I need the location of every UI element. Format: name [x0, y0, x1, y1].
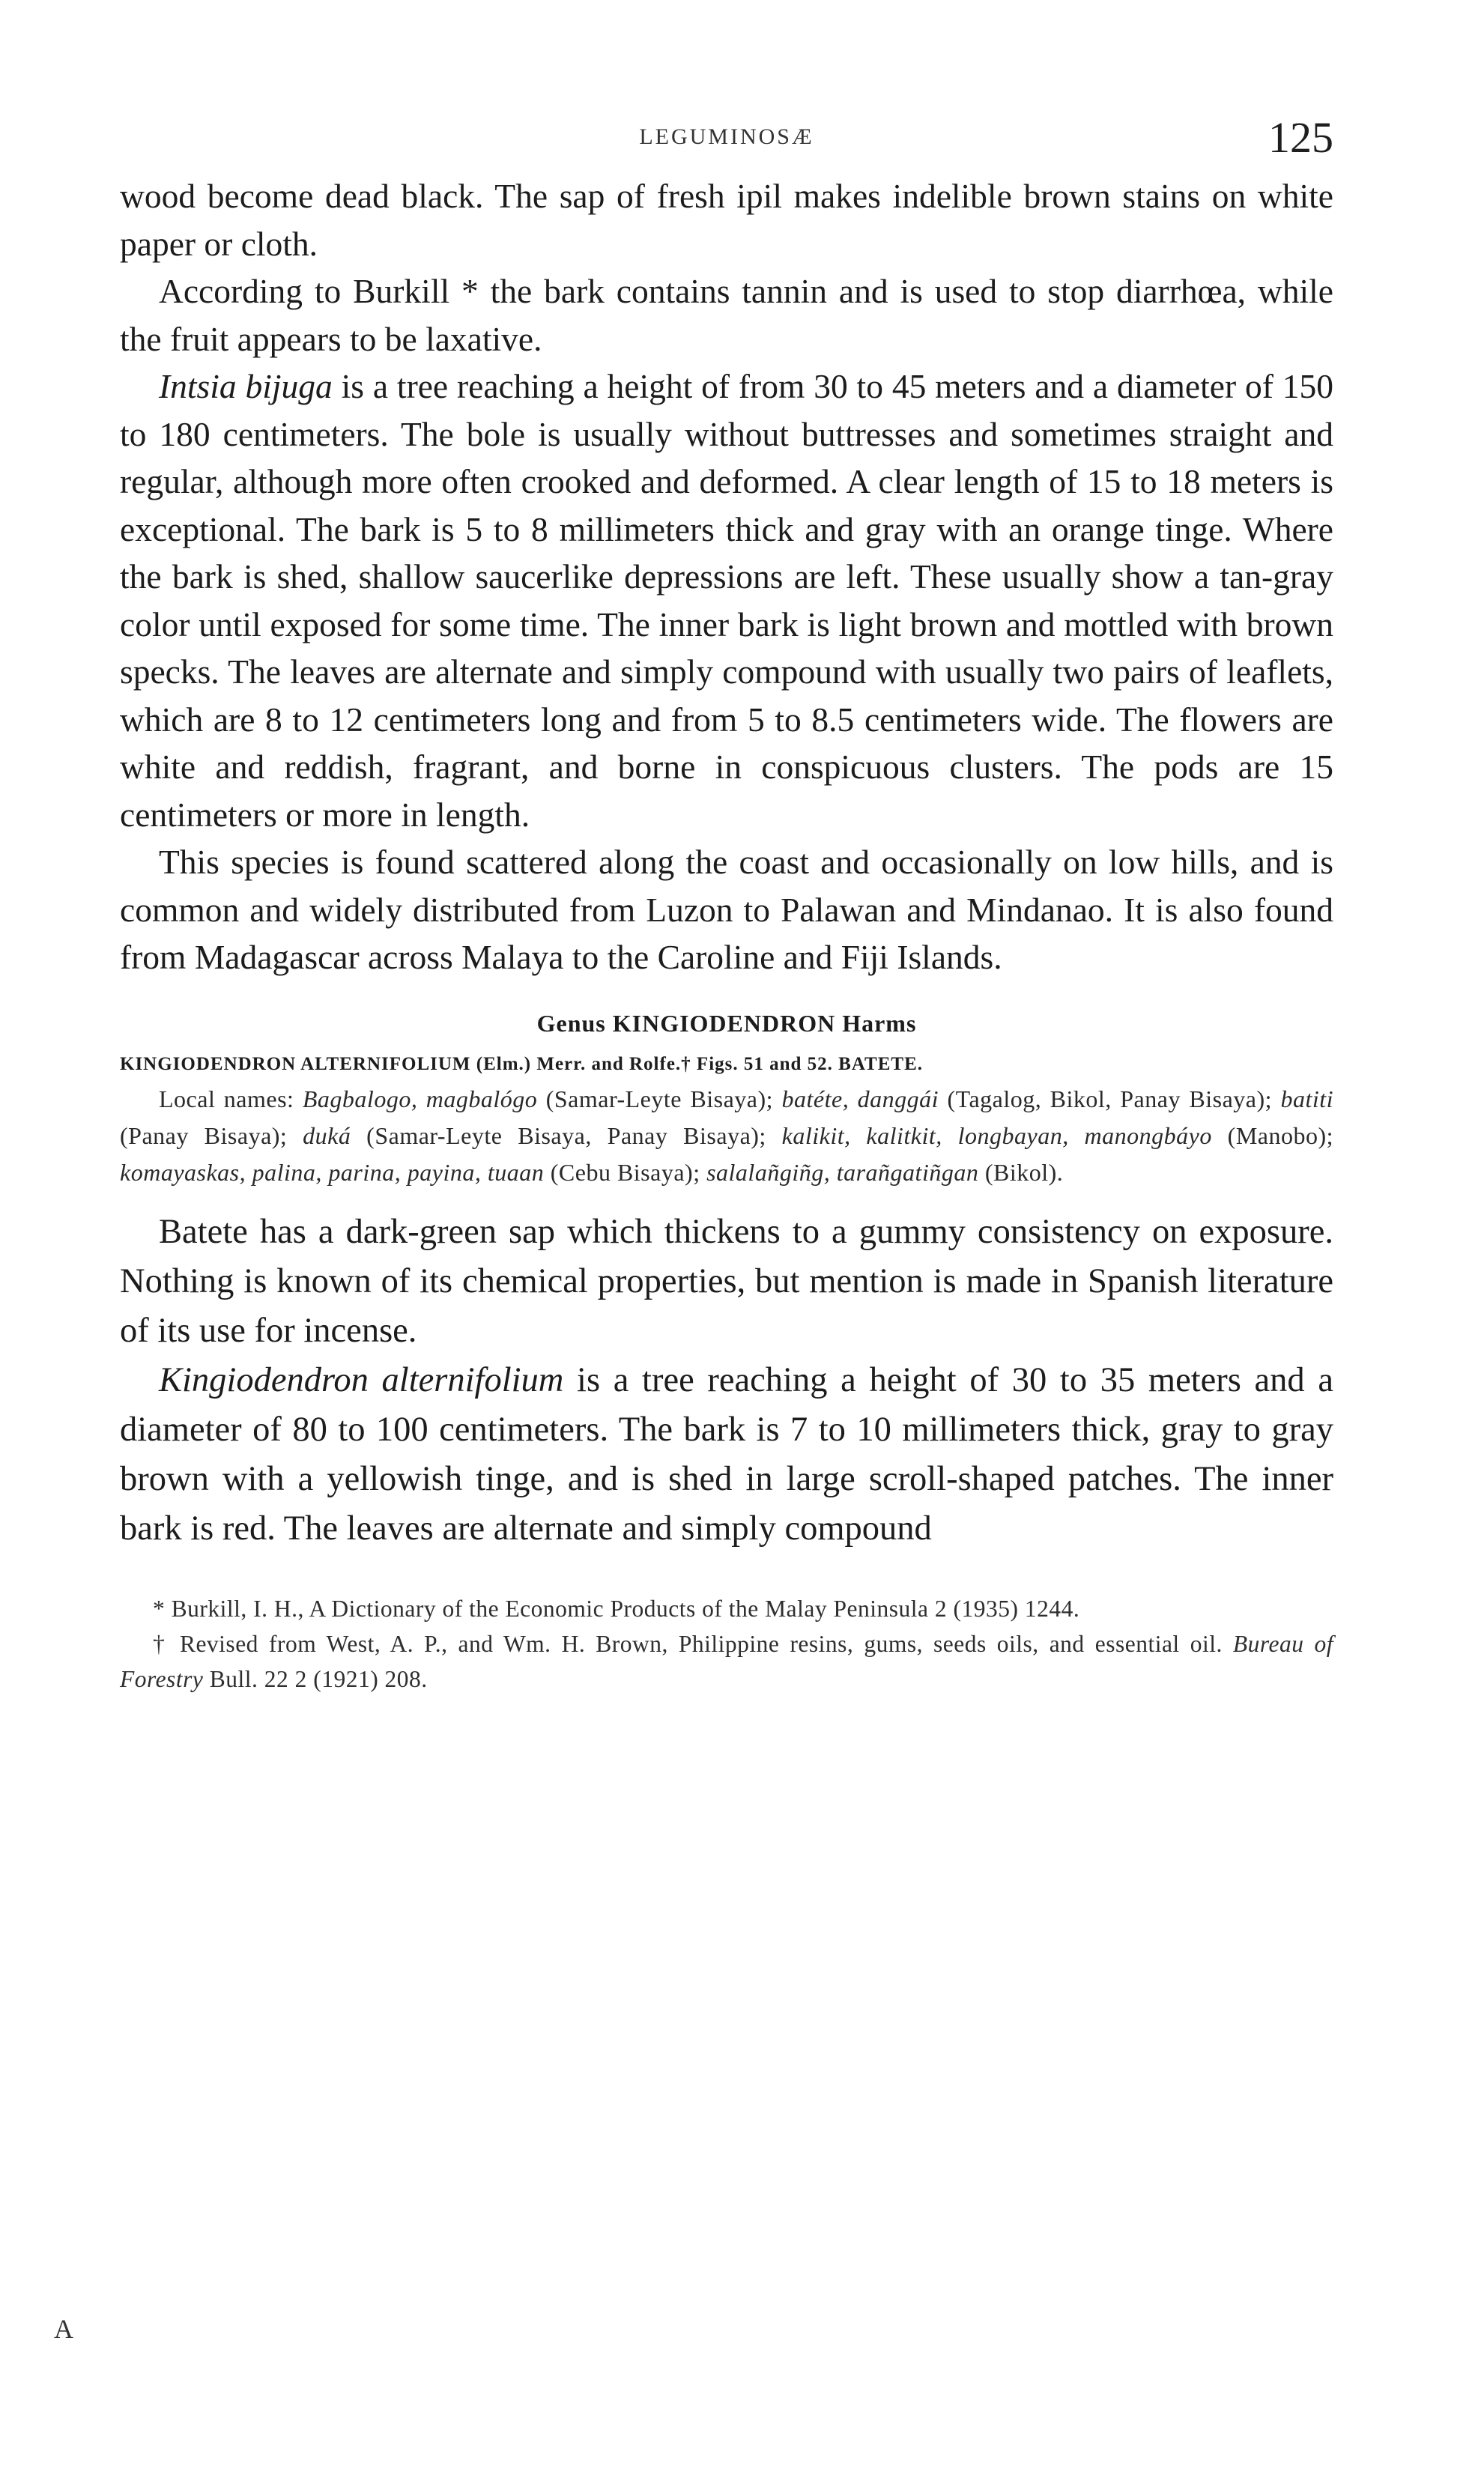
local-name-segment: (Panay Bisaya); [120, 1121, 303, 1149]
local-name-segment: komayaskas, palina, parina, payina, tuaan [120, 1158, 545, 1186]
running-head: LEGUMINOSÆ [639, 124, 814, 149]
local-name-segment: salalañgiñg, tarañgatiñgan [706, 1158, 979, 1186]
species-heading: KINGIODENDRON ALTERNIFOLIUM (Elm.) Merr. and Rolfe.† Figs. 51 and 52. BATETE. [120, 1053, 923, 1074]
paragraph-batete-sap: Batete has a dark-green sap which thickens to a gummy consistency on exposure. Nothing is known of its chemical properties, but mention is made in Spanish literature of its use for incense. [120, 1212, 1333, 1350]
local-name-segment: (Samar-Leyte Bisaya); [537, 1085, 782, 1112]
local-name-segment: batéte, danggái [781, 1085, 939, 1112]
paragraph-intsia-description [120, 363, 1333, 838]
species-name-kingiodendron: Kingiodendron alternifolium [159, 1360, 564, 1399]
footnote-burkill: * Burkill, I. H., A Dictionary of the Economic Products of the Malay Peninsula 2 (1935) 1244. [153, 1595, 1080, 1622]
paragraph-burkill: According to Burkill * the bark contains tannin and is used to stop diarrhœa, while the fruit appears to be laxative. [120, 272, 1333, 358]
page [120, 112, 1333, 1697]
local-name-segment: duká [303, 1121, 351, 1149]
footnote-journal-name: Bureau of Forestry [120, 1630, 1333, 1692]
local-name-segment: (Cebu Bisaya); [544, 1158, 707, 1186]
local-name-segment: (Samar-Leyte Bisaya, Panay Bisaya); [351, 1121, 782, 1149]
batete-section [120, 1208, 1333, 1554]
local-name-segment: (Tagalog, Bikol, Panay Bisaya); [939, 1085, 1281, 1112]
footnote-west-brown-text: † Revised from West, A. P., and Wm. H. Brown, Philippine resins, gums, seeds oils, and essential oil. [153, 1630, 1233, 1657]
intsia-description-text: is a tree reaching a height of from 30 to 45 meters and a diameter of 150 to 180 centimeters. The bole is usually without buttresses and sometimes straight and regular, although more often crooked and deformed. A clear length of 15 to 18 meters is exceptional. The bark is 5 to 8 millimeters thick and gray with an orange tinge. Where the bark is shed, shallow saucerlike depressions are left. These usually show a tan-gray color until exposed for some time. The inner bark is light brown and mottled with brown specks. The leaves are alternate and simply compound with usually two pairs of leaflets, which are 8 to 12 centimeters long and from 5 to 8.5 centimeters wide. The flowers are white and reddish, fragrant, and borne in conspicuous clusters. The pods are 15 centimeters or more in length. [120, 367, 1333, 834]
local-name-segment: kalikit, kalitkit, longbayan, manongbáyo [781, 1121, 1212, 1149]
margin-signature-mark: A [54, 2314, 73, 2344]
local-name-segment: batiti [1280, 1085, 1334, 1112]
kingiodendron-description-text: is a tree reaching a height of 30 to 35 meters and a diameter of 80 to 100 centimeters. The bark is 7 to 10 millimeters thick, gray to gray brown with a yellowish tinge, and is shed in large scroll-shaped patches. The inner bark is red. The leaves are alternate and simply compound [120, 1360, 1333, 1548]
paragraph-distribution: This species is found scattered along the coast and occasionally on low hills, and is common and widely distributed from Luzon to Palawan and Mindanao. It is also found from Madagascar across Malaya to the Caroline and Fiji Islands. [120, 843, 1333, 976]
paragraph-kingiodendron-description [120, 1356, 1333, 1554]
local-name-segment: (Bikol). [978, 1158, 1064, 1186]
local-names [120, 1081, 1333, 1191]
local-name-segment: Bagbalogo, magbalógo [302, 1085, 538, 1112]
local-name-segment: (Manobo); [1211, 1121, 1334, 1149]
footnote-west-brown-citation: Bull. 22 2 (1921) 208. [203, 1665, 428, 1692]
paragraph-ipil-sap: wood become dead black. The sap of fresh ipil makes indelible brown stains on white paper or cloth. [120, 177, 1333, 263]
page-header [120, 112, 1333, 172]
page-number: 125 [1268, 113, 1333, 162]
footnote-west-brown [120, 1626, 1333, 1697]
footnotes [120, 1591, 1333, 1697]
local-name-segment: Local names: [159, 1085, 303, 1112]
genus-heading: Genus KINGIODENDRON Harms [536, 1009, 917, 1037]
species-name-intsia: Intsia bijuga [159, 367, 333, 405]
footnote-separator [120, 1554, 1333, 1576]
